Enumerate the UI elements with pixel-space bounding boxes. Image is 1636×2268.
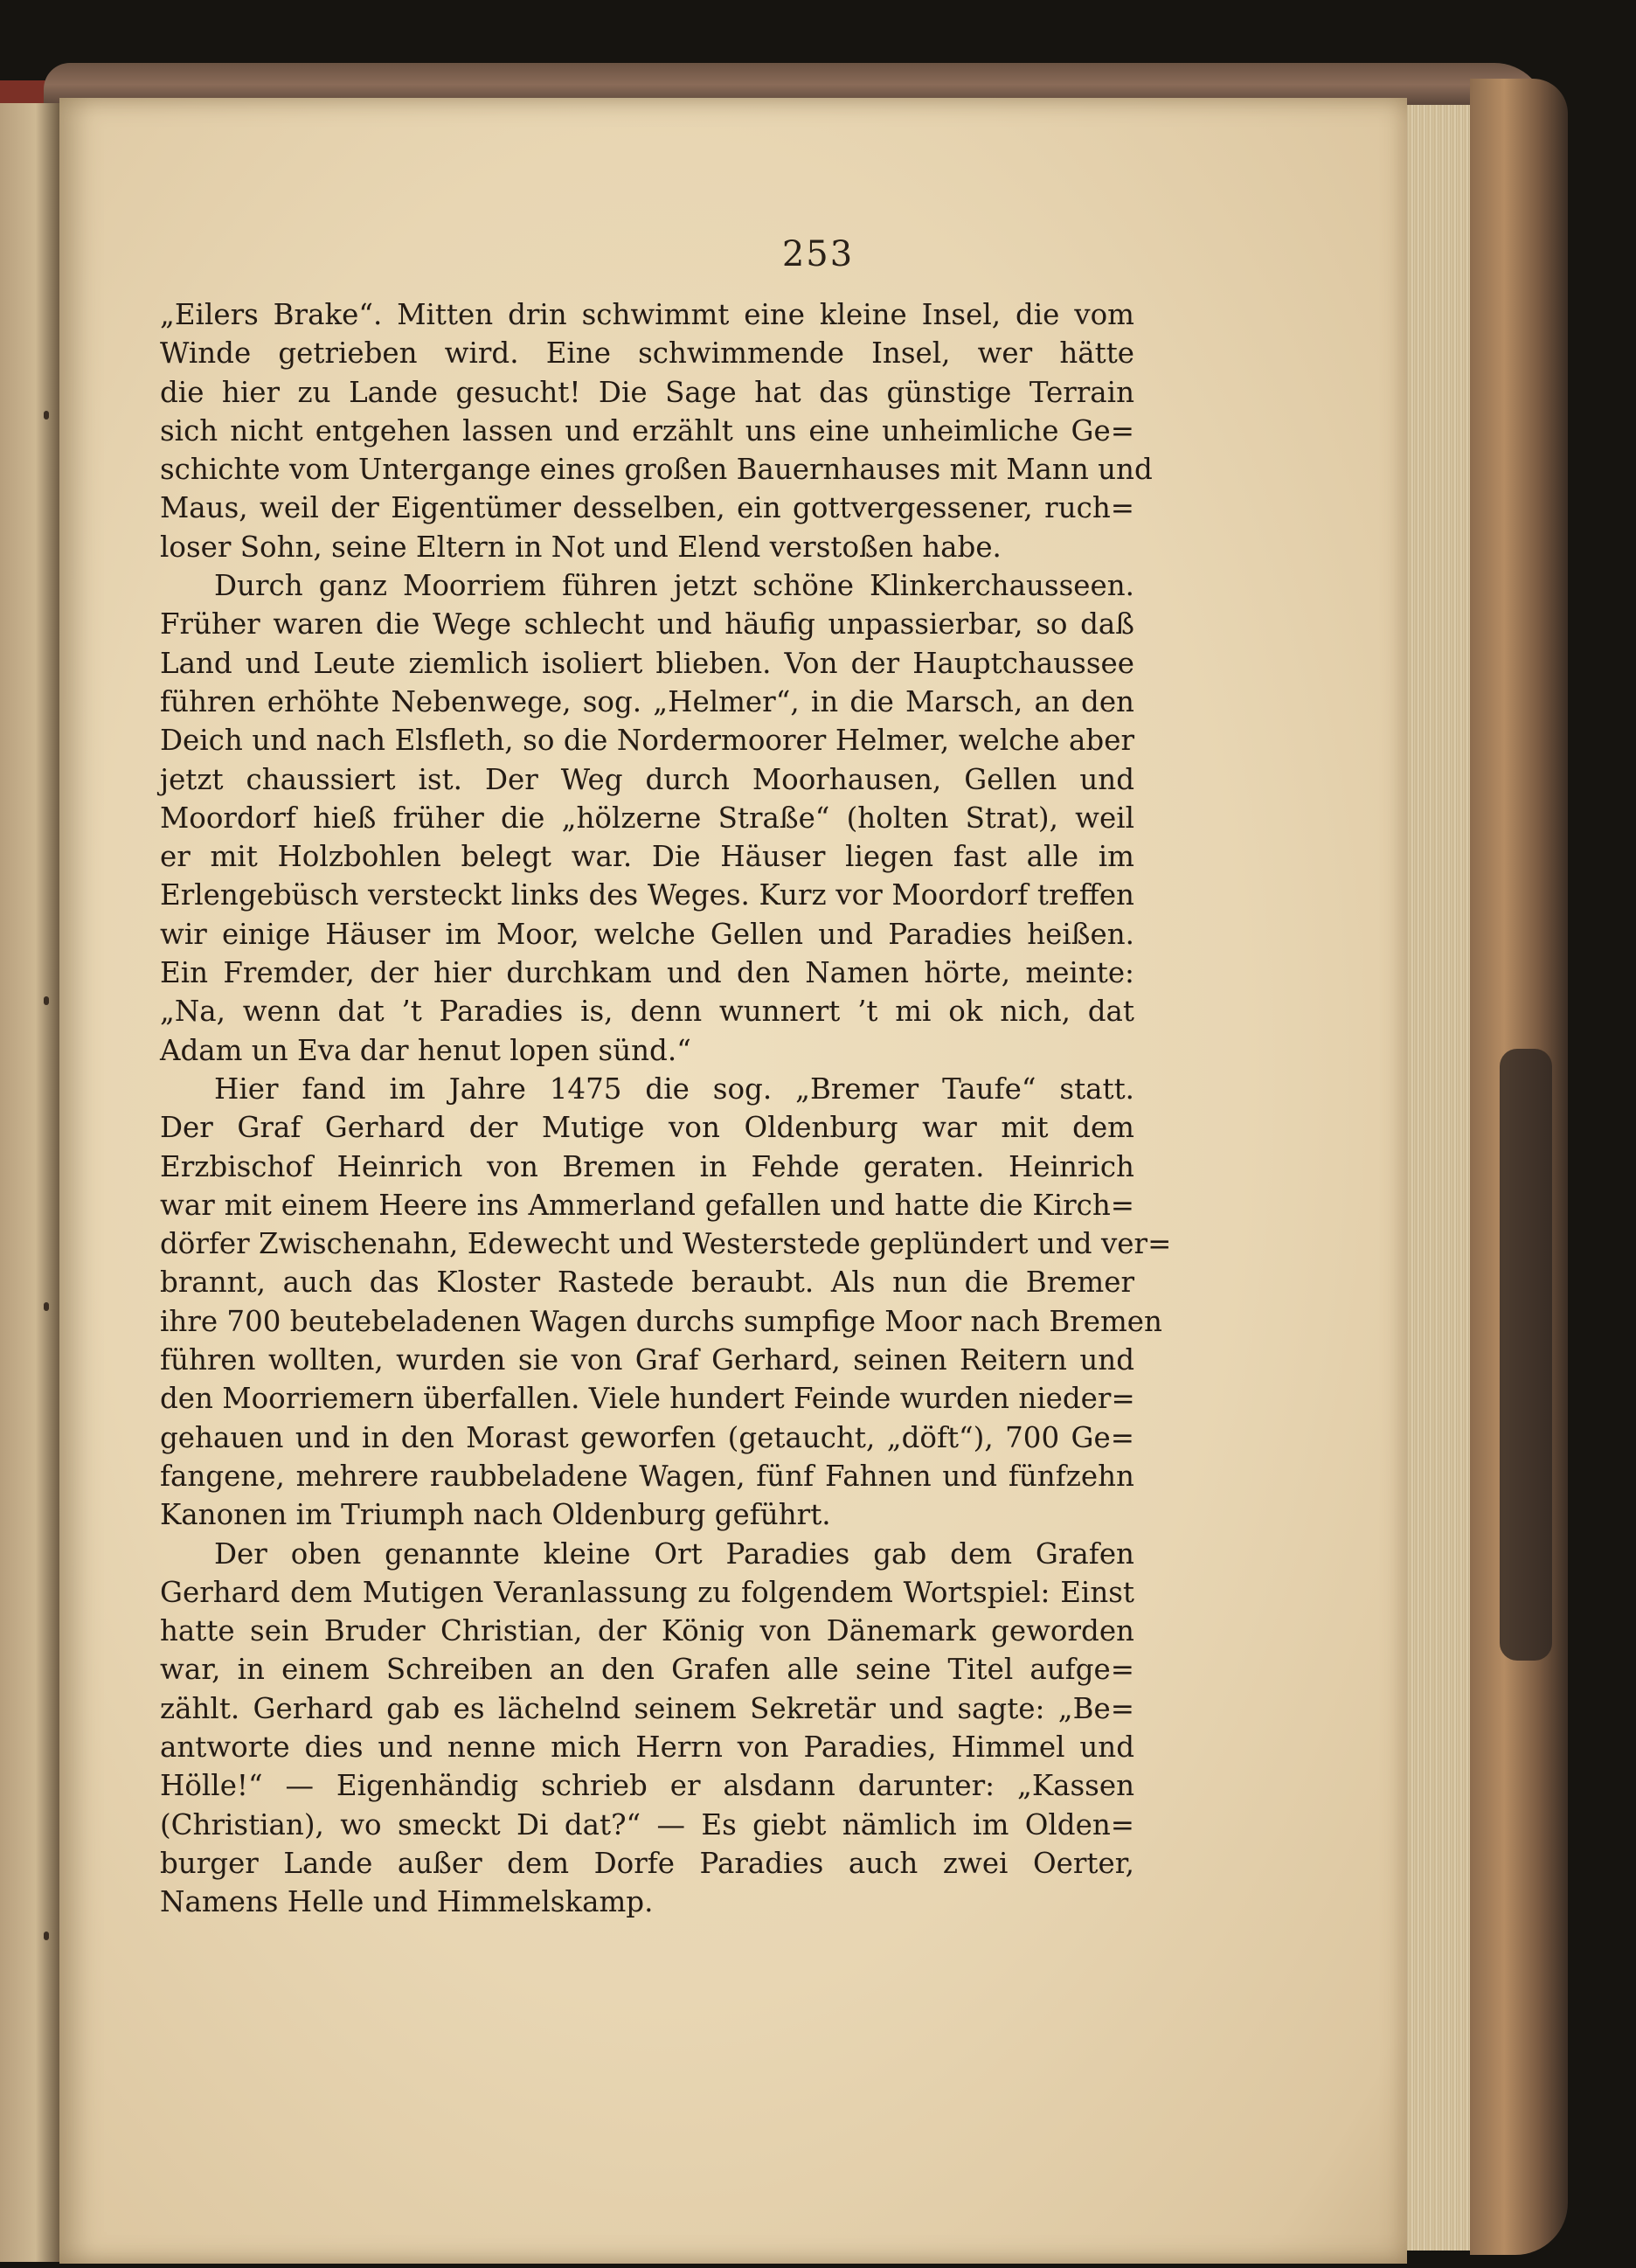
text-line: die hier zu Lande gesucht! Die Sage hat das günstige Terrain: [160, 375, 1134, 409]
text-line: antworte dies und nenne mich Herrn von Paradies, Himmel und: [160, 1730, 1134, 1764]
left-page-strip: [0, 103, 59, 2262]
text-line: Erlengebüsch versteckt links des Weges. Kurz vor Moordorf treffen: [160, 878, 1134, 912]
text-line: „Na, wenn dat ’t Paradies is, denn wunnert ’t mi ok nich, dat: [160, 995, 1134, 1029]
text-line: Hölle!“ — Eigenhändig schrieb er alsdann darunter: „Kassen: [160, 1769, 1134, 1803]
text-line: ihre 700 beutebeladenen Wagen durchs sumpfige Moor nach Bremen: [160, 1304, 1162, 1338]
text-line: Winde getrieben wird. Eine schwimmende Insel, wer hätte: [160, 336, 1134, 371]
text-line: Kanonen im Triumph nach Oldenburg geführt.: [160, 1498, 831, 1532]
text-line: Früher waren die Wege schlecht und häufig unpassierbar, so daß: [160, 607, 1134, 642]
text-line: Maus, weil der Eigentümer desselben, ein gottvergessener, ruch=: [160, 491, 1134, 525]
text-line: Erzbischof Heinrich von Bremen in Fehde geraten. Heinrich: [160, 1149, 1134, 1183]
text-line: wir einige Häuser im Moor, welche Gellen und Paradies heißen.: [160, 917, 1134, 951]
text-line: (Christian), wo smeckt Di dat?“ — Es giebt nämlich im Olden=: [160, 1807, 1134, 1841]
worn-cover-patch: [1500, 1049, 1552, 1661]
text-line: „Eilers Brake“. Mitten drin schwimmt eine kleine Insel, die vom: [160, 298, 1134, 331]
text-line: Der oben genannte kleine Ort Paradies gab dem Grafen: [214, 1536, 1134, 1571]
text-line: war, in einem Schreiben an den Grafen alle seine Titel aufge=: [160, 1653, 1134, 1687]
text-line: Namens Helle und Himmelskamp.: [160, 1885, 654, 1919]
text-line: Hier fand im Jahre 1475 die sog. „Bremer Taufe“ statt.: [214, 1072, 1134, 1106]
text-line: schichte vom Untergange eines großen Bauernhauses mit Mann und: [160, 453, 1153, 487]
text-line: sich nicht entgehen lassen und erzählt uns eine unheimliche Ge=: [160, 413, 1134, 447]
text-line: Der Graf Gerhard der Mutige von Oldenburg war mit dem: [160, 1111, 1134, 1145]
text-line: Gerhard dem Mutigen Veranlassung zu folgendem Wortspiel: Einst: [160, 1575, 1134, 1609]
margin-mark: [44, 1932, 49, 1940]
text-line: jetzt chaussiert ist. Der Weg durch Moorhausen, Gellen und: [160, 762, 1134, 796]
text-line: Durch ganz Moorriem führen jetzt schöne Klinkerchausseen.: [214, 569, 1134, 603]
text-line: Adam un Eva dar henut lopen sünd.“: [160, 1033, 691, 1067]
text-line: hatte sein Bruder Christian, der König von Dänemark geworden: [160, 1614, 1134, 1648]
text-line: fangene, mehrere raubbeladene Wagen, fünf Fahnen und fünfzehn: [160, 1459, 1134, 1493]
text-line: war mit einem Heere ins Ammerland gefallen und hatte die Kirch=: [160, 1188, 1134, 1222]
text-line: Land und Leute ziemlich isoliert blieben. Von der Hauptchaussee: [160, 646, 1134, 680]
text-line: zählt. Gerhard gab es lächelnd seinem Sekretär und sagte: „Be=: [160, 1691, 1134, 1725]
text-line: dörfer Zwischenahn, Edewecht und Westerstede geplündert und ver=: [160, 1227, 1172, 1261]
text-line: Deich und nach Elsfleth, so die Nordermoorer Helmer, welche aber: [160, 724, 1134, 758]
text-line: loser Sohn, seine Eltern in Not und Elend verstoßen habe.: [160, 530, 1002, 564]
text-line: den Moorriemern überfallen. Viele hundert Feinde wurden nieder=: [160, 1382, 1135, 1416]
text-line: Moordorf hieß früher die „hölzerne Straße“ (holten Strat), weil: [160, 801, 1134, 835]
page-number: 253: [781, 234, 855, 274]
text-line: führen wollten, wurden sie von Graf Gerhard, seinen Reitern und: [160, 1343, 1134, 1377]
text-line: gehauen und in den Morast geworfen (getaucht, „döft“), 700 Ge=: [160, 1420, 1134, 1454]
text-line: führen erhöhte Nebenwege, sog. „Helmer“, in die Marsch, an den: [160, 684, 1134, 718]
text-line: burger Lande außer dem Dorfe Paradies auch zwei Oerter,: [160, 1846, 1134, 1880]
body-text: [160, 295, 1172, 1921]
margin-mark: [44, 1302, 49, 1311]
text-line: er mit Holzbohlen belegt war. Die Häuser liegen fast alle im: [160, 840, 1134, 874]
margin-mark: [44, 996, 49, 1005]
text-line: Ein Fremder, der hier durchkam und den Namen hörte, meinte:: [160, 956, 1134, 990]
text-line: brannt, auch das Kloster Rastede beraubt. Als nun die Bremer: [160, 1266, 1134, 1300]
margin-mark: [44, 411, 49, 420]
